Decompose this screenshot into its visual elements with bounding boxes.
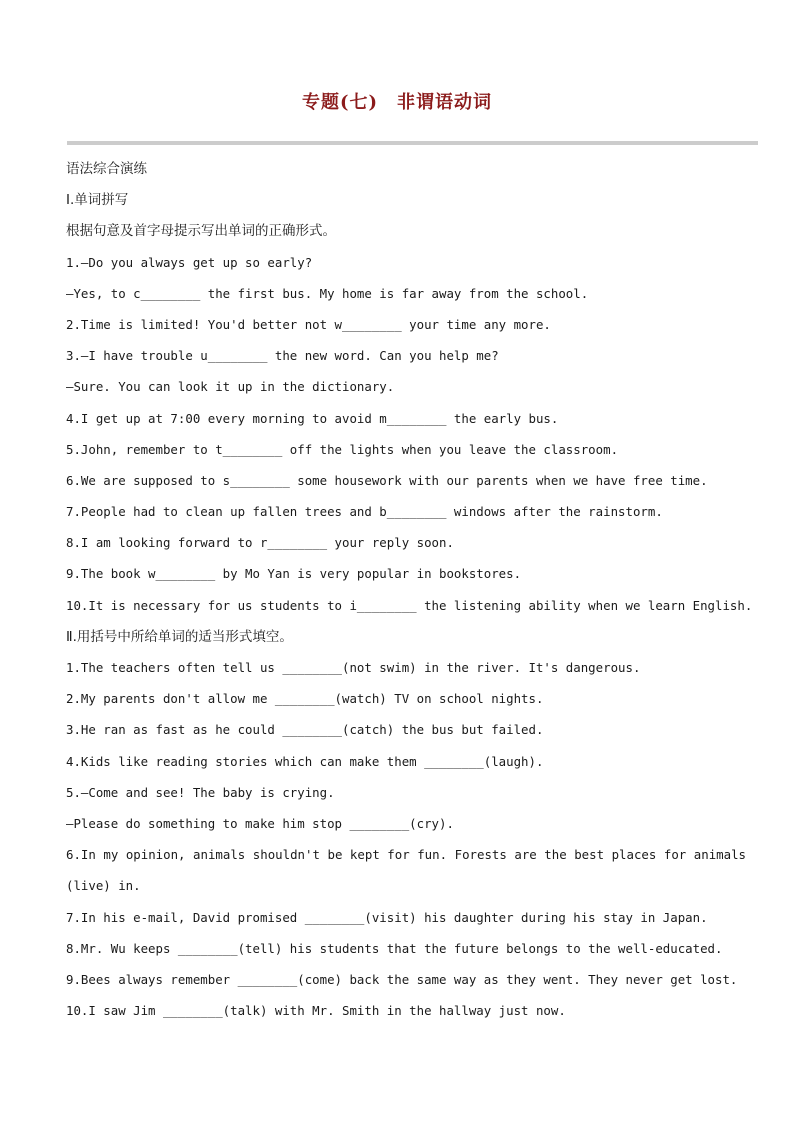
question-line: 1.—Do you always get up so early? (66, 254, 313, 270)
question-line: 6.In my opinion, animals shouldn't be kept for fun. Forests are the best places for animals (66, 847, 746, 863)
question-line: 4.Kids like reading stories which can make them ________(laugh). (66, 753, 544, 769)
part-one-instruction: 根据句意及首字母提示写出单词的正确形式。 (66, 223, 336, 240)
question-line: 7.People had to clean up fallen trees and b________ windows after the rainstorm. (66, 504, 663, 520)
page-title: 专题(七) 非谓语动词 (301, 92, 493, 113)
question-line: 10.It is necessary for us students to i________ the listening ability when we learn English. (66, 597, 753, 613)
question-line: 2.My parents don't allow me ________(watch) TV on school nights. (66, 691, 544, 707)
question-line: 9.The book w________ by Mo Yan is very popular in bookstores. (66, 566, 522, 582)
question-line: (live) in. (66, 878, 141, 894)
question-line: 4.I get up at 7:00 every morning to avoid m________ the early bus. (66, 410, 559, 426)
question-line: 1.The teachers often tell us ________(not swim) in the river. It's dangerous. (66, 660, 641, 675)
question-line: 7.In his e-mail, David promised ________(visit) his daughter during his stay in Japan. (66, 909, 708, 925)
exercise-body (66, 157, 753, 1030)
question-line: 2.Time is limited! You'd better not w________ your time any more. (66, 316, 551, 332)
question-line: —Please do something to make him stop ________(cry). (66, 815, 454, 831)
question-line: 10.I saw Jim ________(talk) with Mr. Smith in the hallway just now. (66, 1003, 566, 1019)
question-line: 8.Mr. Wu keeps ________(tell) his students that the future belongs to the well-educated. (66, 940, 723, 956)
section-heading: 语法综合演练 (66, 161, 147, 177)
title-divider (67, 141, 758, 145)
part-two-heading: Ⅱ.用括号中所给单词的适当形式填空。 (66, 628, 293, 645)
question-line: 9.Bees always remember ________(come) back the same way as they went. They never get lost. (66, 971, 738, 987)
question-line: —Sure. You can look it up in the dictionary. (66, 379, 395, 395)
question-line: 3.—I have trouble u________ the new word. Can you help me? (66, 348, 499, 364)
question-line: 6.We are supposed to s________ some housework with our parents when we have free time. (66, 472, 708, 488)
question-line: 3.He ran as fast as he could ________(catch) the bus but failed. (66, 722, 544, 738)
question-line: —Yes, to c________ the first bus. My home is far away from the school. (66, 285, 589, 301)
question-line: 8.I am looking forward to r________ your reply soon. (66, 535, 454, 551)
question-line: 5.John, remember to t________ off the lights when you leave the classroom. (66, 441, 619, 457)
question-line: 5.—Come and see! The baby is crying. (66, 784, 335, 800)
part-one-heading: Ⅰ.单词拼写 (66, 192, 129, 209)
